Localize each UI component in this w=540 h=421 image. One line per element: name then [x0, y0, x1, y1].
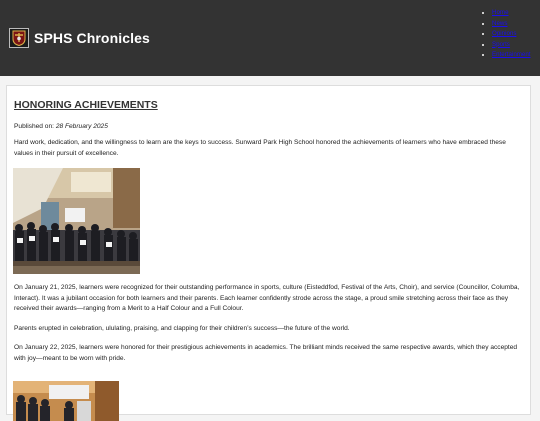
nav-item-home	[492, 8, 531, 19]
academic-awards-photo	[13, 381, 119, 421]
brand[interactable]	[9, 27, 150, 49]
school-crest-icon	[9, 28, 29, 48]
nav-link-opinions[interactable]: Opinions	[492, 30, 517, 38]
published-label: Published on:	[14, 123, 54, 130]
nav-link-entertainment[interactable]: Entertainment	[492, 51, 531, 59]
nav-item-sports	[492, 40, 531, 51]
nav-item-opinions	[492, 29, 531, 40]
published-line	[14, 122, 523, 131]
article-paragraph-parents: Parents erupted in celebration, ululating, praising, and clapping for their children’s success—the future of the world.	[14, 324, 350, 332]
nav-item-news	[492, 19, 531, 30]
published-date: 28 February 2025	[55, 123, 108, 130]
article-paragraph-intro: Hard work, dedication, and the willingness to learn are the keys to success. Sunward Park High School honored the achievements of learners who have embraced these values in their pursuit of excellence.	[14, 139, 506, 157]
article-body-lower	[14, 283, 523, 365]
nav-link-sports[interactable]: Sports	[492, 40, 510, 48]
article-paragraph-sports: On January 21, 2025, learners were recognized for their outstanding performance in sports, culture (Eisteddfod, Festival of the Arts, Choir), and service (Councillor, Columba, Interact). It was a jubilant occasion for both learners and their parents. Each learner confidently strode across the stage, a proud smile stretching across their face as they received their awards—ranging from a Merit to a Half Colour and a Full Colour.	[14, 284, 520, 313]
nav-link-home[interactable]: Home	[492, 9, 509, 16]
site-header	[0, 0, 540, 76]
site-title: SPHS Chronicles	[34, 30, 150, 46]
main-nav	[482, 8, 531, 61]
nav-item-entertainment	[492, 50, 531, 61]
article-paragraph-academics: On January 22, 2025, learners were honored for their prestigious achievements in academics. The brilliant minds received the same respective awards, which they accepted with joy—meant to be worn with pride.	[14, 344, 518, 362]
awards-ceremony-photo	[13, 168, 140, 274]
article-card	[6, 85, 531, 415]
nav-link-news[interactable]: News	[492, 19, 508, 27]
article-title: HONORING ACHIEVEMENTS	[14, 99, 158, 111]
